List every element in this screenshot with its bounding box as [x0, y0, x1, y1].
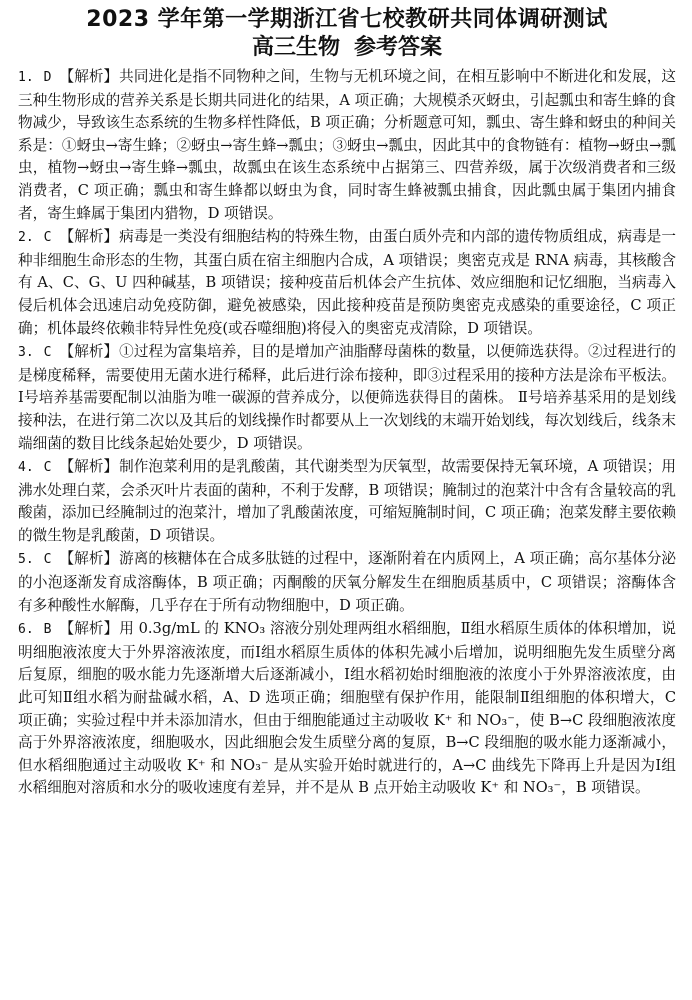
analysis-text: 游离的核糖体在合成多肽链的过程中，逐渐附着在内质网上，A 项正确；高尔基体分泌的小泡逐渐发育成溶酶体，B 项正确；丙酮酸的厌氧分解发生在细胞质基质中，C 项错误；溶酶体含有多种酸性水解酶，几乎存在于所有动物细胞中，D 项正确。	[18, 550, 676, 614]
answer-key: C	[43, 460, 52, 476]
question-number: 5.	[18, 552, 34, 568]
analysis-tag: 【解析】	[59, 550, 119, 568]
answer-item-1	[18, 66, 676, 225]
analysis-tag: 【解析】	[59, 228, 119, 246]
page-title: 2023 学年第一学期浙江省七校教研共同体调研测试	[86, 7, 608, 32]
question-number: 2.	[18, 230, 34, 246]
analysis-text: 病毒是一类没有细胞结构的特殊生物，由蛋白质外壳和内部的遗传物质组成，病毒是一种非细胞生命形态的生物，其蛋白质在宿主细胞内合成，A 项错误；奥密克戎是 RNA 病毒，其核酸含有 A、C、G、U 四种碱基，B 项错误；接种疫苗后机体会产生抗体、效应细胞和记忆细胞，当病毒入侵后机体会迅速启动免疫防御，避免被感染，因此接种疫苗是预防奥密克戎感染的重要途径，C 项正确；机体最终依赖非特异性免疫(或吞噬细胞)将侵入的奥密克戎清除，D 项错误。	[18, 228, 676, 337]
question-number: 3.	[18, 345, 34, 361]
question-number: 6.	[18, 622, 34, 638]
analysis-tag: 【解析】	[59, 343, 119, 361]
analysis-text: 制作泡菜利用的是乳酸菌，其代谢类型为厌氧型，故需要保持无氧环境，A 项错误；用沸水处理白菜，会杀灭叶片表面的菌种，不利于发酵，B 项错误；腌制过的泡菜汁中含有含量较高的乳酸菌，添加已经腌制过的泡菜汁，增加了乳酸菌浓度，可缩短腌制时间，C 项正确；泡菜发酵主要依赖的微生物是乳酸菌，D 项错误。	[18, 458, 676, 544]
answer-key: C	[43, 345, 52, 361]
answer-item-2	[18, 226, 676, 340]
answer-key: D	[43, 70, 52, 85]
answer-item-3	[18, 341, 676, 455]
answer-list	[18, 66, 676, 800]
answer-key: C	[43, 552, 52, 568]
answer-key: B	[43, 622, 52, 638]
analysis-text: 共同进化是指不同物种之间，生物与无机环境之间，在相互影响中不断进化和发展，这三种生物形成的营养关系是长期共同进化的结果，A 项正确；大规模杀灭蚜虫，引起瓢虫和寄生蜂的食物减少，导致该生态系统的生物多样性降低，B 项正确；分析题意可知，瓢虫、寄生蜂和蚜虫的种间关系是：①蚜虫→寄生蜂；②蚜虫→寄生蜂→瓢虫；③蚜虫→瓢虫，因此其中的食物链有：植物→蚜虫→瓢虫，植物→蚜虫→寄生蜂→瓢虫，故瓢虫在该生态系统中占据第三、四营养级，属于次级消费者和三级消费者，C 项正确；瓢虫和寄生蜂都以蚜虫为食，同时寄生蜂被瓢虫捕食，因此瓢虫属于集团内捕食者，寄生蜂属于集团内猎物，D 项错误。	[18, 68, 676, 222]
subtitle-subject: 高三生物	[251, 35, 340, 60]
answer-item-6	[18, 618, 676, 800]
answer-item-5	[18, 548, 676, 617]
analysis-text: 用 0.3g/mL 的 KNO₃ 溶液分别处理两组水稻细胞，Ⅱ组水稻原生质体的体积增加，说明细胞液浓度大于外界溶液浓度，而Ⅰ组水稻原生质体的体积先减小后增加，说明细胞先发生质壁分离后复原，细胞的吸水能力先逐渐增大后逐渐减小，Ⅰ组水稻初始时细胞液的浓度小于外界溶液浓度，由此可知Ⅱ组水稻为耐盐碱水稻，A、D 选项正确；细胞壁有保护作用，能限制Ⅱ组细胞的体积增大，C 项正确；实验过程中并未添加清水，但由于细胞能通过主动吸收 K⁺ 和 NO₃⁻，使 B→C 段细胞液浓度高于外界溶液浓度，细胞吸水，因此细胞会发生质壁分离的复原，B→C 段细胞的吸水能力逐渐减小，但水稻细胞通过主动吸收 K⁺ 和 NO₃⁻ 是从实验开始时就进行的，A→C 曲线先下降再上升是因为Ⅰ组水稻细胞对溶质和水分的吸收速度有差异，并不是从 B 点开始主动吸收 K⁺ 和 NO₃⁻，B 项错误。	[18, 620, 676, 797]
page-subtitle	[18, 34, 676, 62]
question-number: 4.	[18, 460, 34, 476]
subtitle-doc-type: 参考答案	[354, 35, 443, 60]
analysis-tag: 【解析】	[59, 68, 119, 85]
answer-item-4	[18, 456, 676, 547]
analysis-tag: 【解析】	[59, 458, 119, 476]
answer-key: C	[43, 230, 52, 246]
question-number: 1.	[18, 70, 34, 85]
analysis-text: ①过程为富集培养，目的是增加产油脂酵母菌株的数量，以便筛选获得。②过程进行的是梯度稀释，需要使用无菌水进行稀释，此后进行涂布接种，即③过程采用的接种方法是涂布平板法。Ⅰ号培养基需要配制以油脂为唯一碳源的营养成分，以便筛选获得目的菌株。 Ⅱ号培养基采用的是划线接种法，在进行第二次以及其后的划线操作时都要从上一次划线的末端开始划线，每次划线后，线条末端细菌的数目比线条起始处要少，D 项错误。	[18, 343, 676, 452]
analysis-tag: 【解析】	[59, 620, 119, 638]
